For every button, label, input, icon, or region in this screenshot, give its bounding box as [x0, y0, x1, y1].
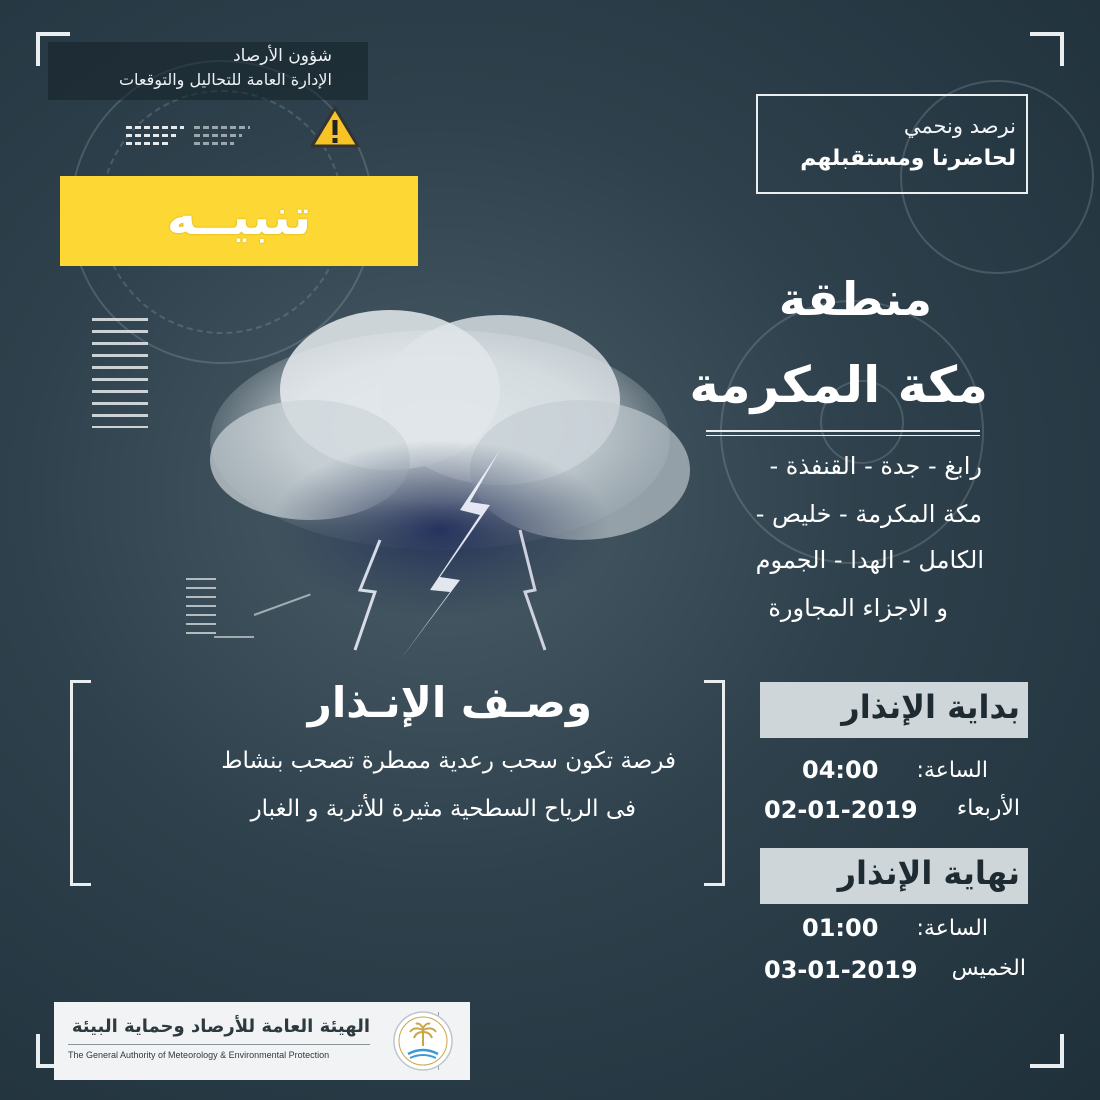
region-area-line: رابغ - جدة - القنفذة -	[769, 452, 982, 480]
org-line2: الإدارة العامة للتحاليل والتوقعات	[118, 70, 332, 89]
org-header	[48, 42, 368, 100]
warning-start-header	[760, 682, 1028, 738]
region-title-line2: مكة المكرمة	[689, 356, 988, 414]
description-title: وصـف الإنـذار	[307, 678, 592, 727]
description-bracket-right	[704, 680, 725, 886]
palm-swords-logo-icon	[392, 1010, 454, 1072]
footer-authority-ar: الهيئة العامة للأرصاد وحماية البيئة	[71, 1016, 370, 1037]
warning-start-day: الأربعاء	[956, 796, 1020, 821]
frame-corner-top-right	[1030, 32, 1064, 66]
warning-end-time-value: 01:00	[802, 914, 879, 942]
slogan-line2: لحاضرنا ومستقبلهم	[800, 146, 1016, 171]
org-line1: شؤون الأرصاد	[233, 46, 332, 66]
decor-dash-block	[92, 318, 148, 428]
alert-banner-label: تنبيــه	[166, 188, 312, 246]
region-divider	[706, 435, 980, 436]
frame-corner-bottom-right	[1030, 1034, 1064, 1068]
description-line1: فرصة تكون سحب رعدية ممطرة تصحب بنشاط	[221, 748, 676, 774]
alert-banner	[60, 176, 418, 266]
decor-dashes	[194, 142, 234, 145]
warning-triangle-icon	[310, 106, 360, 148]
warning-start-time-label: الساعة:	[916, 758, 988, 783]
region-area-line: مكة المكرمة - خليص -	[755, 500, 982, 528]
decor-dashes	[126, 134, 176, 137]
decor-dashes	[194, 134, 242, 137]
warning-end-time-label: الساعة:	[916, 916, 988, 941]
decor-dashes	[194, 126, 250, 129]
slogan-box	[756, 94, 1028, 194]
region-divider	[706, 430, 980, 432]
warning-start-time-value: 04:00	[802, 756, 879, 784]
region-area-line: و الاجزاء المجاورة	[768, 594, 948, 622]
warning-end-title: نهاية الإنذار	[837, 854, 1020, 892]
warning-start-date: 02-01-2019	[764, 796, 918, 824]
description-line2: فى الرياح السطحية مثيرة للأتربة و الغبار	[250, 796, 636, 822]
region-area-line: الكامل - الهدا - الجموم	[755, 546, 984, 574]
decor-dashes	[126, 142, 170, 145]
warning-end-header	[760, 848, 1028, 904]
footer-divider	[68, 1044, 370, 1045]
footer-authority-en: The General Authority of Meteorology & Environmental Protection	[68, 1050, 330, 1060]
warning-end-day: الخميس	[951, 956, 1026, 981]
region-title-line1: منطقة	[778, 272, 932, 326]
warning-end-date: 03-01-2019	[764, 956, 918, 984]
thunder-cloud-icon	[160, 290, 720, 690]
slogan-line1: نرصد ونحمي	[903, 114, 1016, 138]
warning-start-title: بداية الإنذار	[841, 688, 1020, 726]
footer-panel	[54, 1002, 470, 1080]
description-bracket-left	[70, 680, 91, 886]
decor-dashes	[126, 126, 184, 129]
